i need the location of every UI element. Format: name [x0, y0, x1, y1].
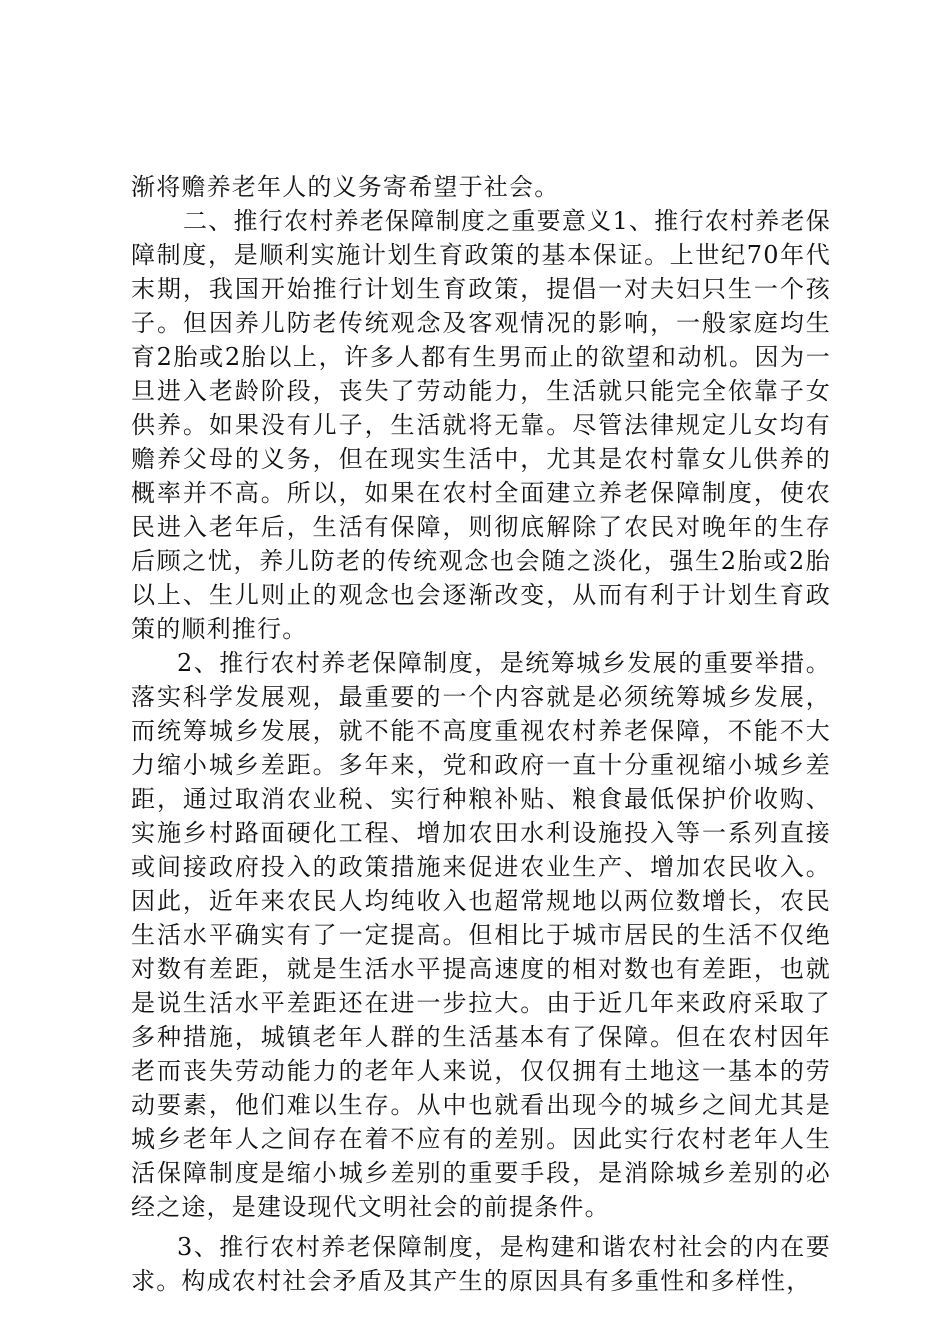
document-page: [131, 170, 831, 1298]
paragraph-point-three: 3、推行农村养老保障制度，是构建和谐农村社会的内在要求。构成农村社会矛盾及其产生的原因具有多重性和多样性，: [131, 1233, 831, 1295]
paragraph-section-two: 二、推行农村养老保障制度之重要意义1、推行农村养老保障制度，是顺利实施计划生育政策的基本保证。上世纪70年代末期，我国开始推行计划生育政策，提倡一对夫妇只生一个孩子。但因养儿防老传统观念及客观情况的影响，一般家庭均生育2胎或2胎以上，许多人都有生男而止的欲望和动机。因为一旦进入老龄阶段，丧失了劳动能力，生活就只能完全依靠子女供养。如果没有儿子，生活就将无靠。尽管法律规定儿女均有赡养父母的义务，但在现实生活中，尤其是农村靠女儿供养的概率并不高。所以，如果在农村全面建立养老保障制度，使农民进入老年后，生活有保障，则彻底解除了农民对晚年的生存后顾之忧，养儿防老的传统观念也会随之淡化，强生2胎或2胎以上、生儿则止的观念也会逐渐改变，从而有利于计划生育政策的顺利推行。: [131, 207, 831, 643]
paragraph-point-two: 2、推行农村养老保障制度，是统筹城乡发展的重要举措。落实科学发展观，最重要的一个内容就是必须统筹城乡发展，而统筹城乡发展，就不能不高度重视农村养老保障，不能不大力缩小城乡差距。多年来，党和政府一直十分重视缩小城乡差距，通过取消农业税、实行种粮补贴、粮食最低保护价收购、实施乡村路面硬化工程、增加农田水利设施投入等一系列直接或间接政府投入的政策措施来促进农业生产、增加农民收入。因此，近年来农民人均纯收入也超常规地以两位数增长，农民生活水平确实有了一定提高。但相比于城市居民的生活不仅绝对数有差距，就是生活水平提高速度的相对数也有差距，也就是说生活水平差距还在进一步拉大。由于近几年来政府采取了多种措施，城镇老年人群的生活基本有了保障。但在农村因年老而丧失劳动能力的老年人来说，仅仅拥有土地这一基本的劳动要素，他们难以生存。从中也就看出现今的城乡之间尤其是城乡老年人之间存在着不应有的差别。因此实行农村老年人生活保障制度是缩小城乡差别的重要手段，是消除城乡差别的必经之途，是建设现代文明社会的前提条件。: [131, 649, 831, 1221]
paragraph-continuation: 渐将赡养老年人的义务寄希望于社会。: [131, 173, 560, 201]
